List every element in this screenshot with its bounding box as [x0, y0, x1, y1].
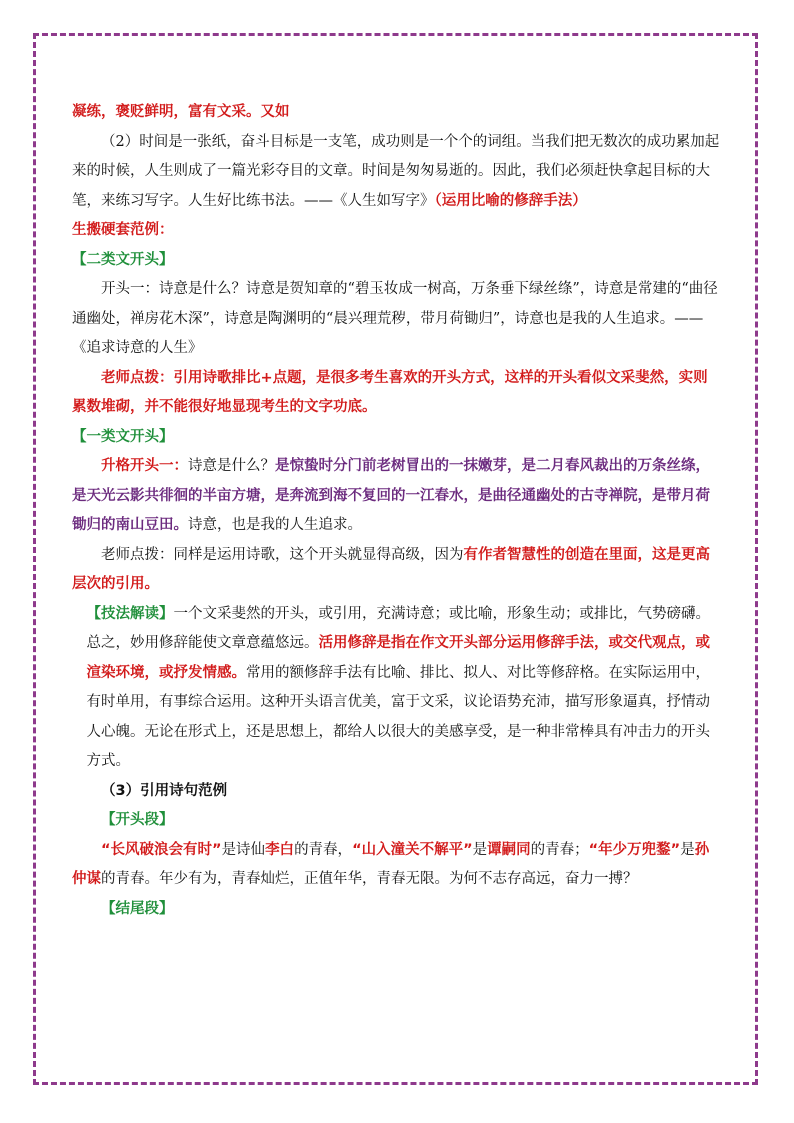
tag-opening-paragraph: 【开头段】	[101, 812, 174, 828]
text-6: 的青春。年少有为，青春灿烂，正值年华，青春无限。为何不志存高远，奋力一搏？	[101, 871, 638, 887]
paragraph-continuation: 凝练，褒贬鲜明，富有文采。又如	[72, 104, 290, 120]
comment2-highlight: 有作者智慧性的创造在里面，这是更高层次的引用。	[72, 546, 710, 592]
section-3-heading: （3）引用诗句范例	[101, 782, 228, 799]
upgrade-parallel: 是惊蛰时分门前老树冒出的一抹嫩芽，是二月春风裁出的万条丝绦，是天光云影共徘徊的半亩方塘，是奔流到海不复回的一江春水，是曲径通幽处的古寺禅院，是带月荷锄归的南山豆田。	[72, 458, 710, 533]
technique-explanation	[72, 600, 722, 777]
quote-2: “山入潼关不解平”	[352, 841, 473, 858]
name-2: 谭嗣同	[487, 841, 531, 858]
tag-closing-paragraph: 【结尾段】	[101, 900, 174, 917]
name-3: 孙仲谋	[72, 841, 710, 887]
example-paragraph-2	[72, 128, 722, 217]
quote-1: “长风破浪会有时”	[101, 841, 222, 858]
text-3: 是	[472, 841, 488, 858]
tag-class1-opening: 【一类文开头】	[72, 428, 174, 445]
text-2: 的青春，	[294, 841, 353, 858]
opening-one-text: 开头一：诗意是什么？诗意是贺知章的“碧玉妆成一树高，万条垂下绿丝绦”，诗意是常建的“曲径通幽处，禅房花木深”，诗意是陶渊明的“晨兴理荒秽，带月荷锄归”，诗意也是我的人生追求。——《追求诗意的人生》	[72, 281, 718, 356]
upgrade-question: 诗意是什么？	[188, 458, 275, 474]
tag-class2-opening: 【二类文开头】	[72, 251, 174, 268]
text-1: 是诗仙	[221, 841, 266, 858]
upgrade-label: 升格开头一：	[101, 458, 188, 474]
teacher-comment-1: 老师点拨：引用诗歌排比+点题，是很多考生喜欢的开头方式，这样的开头看似文采斐然，实则累数堆砌，并不能很好地显现考生的文字功底。	[72, 369, 708, 415]
quote-3: “年少万兜鍪”	[588, 841, 681, 858]
quote-example-paragraph	[72, 836, 722, 895]
technique-text-a: 一个文采斐然的开头，或引用，充满诗意；或比喻，形象生动；或排比，气势磅礴。总之，妙用修辞能使文章意蕴悠远。	[86, 605, 710, 651]
comment2-plain: 老师点拨：同样是运用诗歌，这个开头就显得高级，因为	[101, 546, 464, 563]
text-4: 的青春；	[530, 841, 589, 858]
example-text: （2）时间是一张纸，奋斗目标是一支笔，成功则是一个个的词组。当我们把无数次的成功累加起来的时候，人生则成了一篇光彩夺目的文章。时间是匆匆易逝的。因此，我们必须赶快拿起目标的大笔，来练习写字。人生好比练书法。——《人生如写字》	[72, 133, 720, 209]
section-heading-fail: 生搬硬套范例：	[72, 222, 174, 238]
document-body	[72, 98, 722, 924]
technique-text-c: 常用的额修辞手法有比喻、排比、拟人、对比等修辞格。在实际运用中，有时单用，有事综合运用。这种开头语言优美，富于文采，议论语势充沛，描写形象逼真，抒情动人心魄。无论在形式上，还是思想上，都给人以很大的美感享受，是一种非常棒具有冲击力的开头方式。	[86, 664, 710, 769]
teacher-comment-2	[72, 541, 722, 600]
name-1: 李白	[265, 841, 295, 858]
technique-tag: 【技法解读】	[86, 605, 174, 622]
technique-highlight: 活用修辞是指在作文开头部分运用修辞手法，或交代观点，或渲染环境，或抒发情感。	[86, 635, 710, 681]
upgrade-ending: 诗意，也是我的人生追求。	[188, 517, 362, 533]
text-5: 是	[680, 841, 695, 858]
rhetoric-note: （运用比喻的修辞手法）	[434, 192, 587, 209]
upgraded-opening	[72, 452, 722, 541]
